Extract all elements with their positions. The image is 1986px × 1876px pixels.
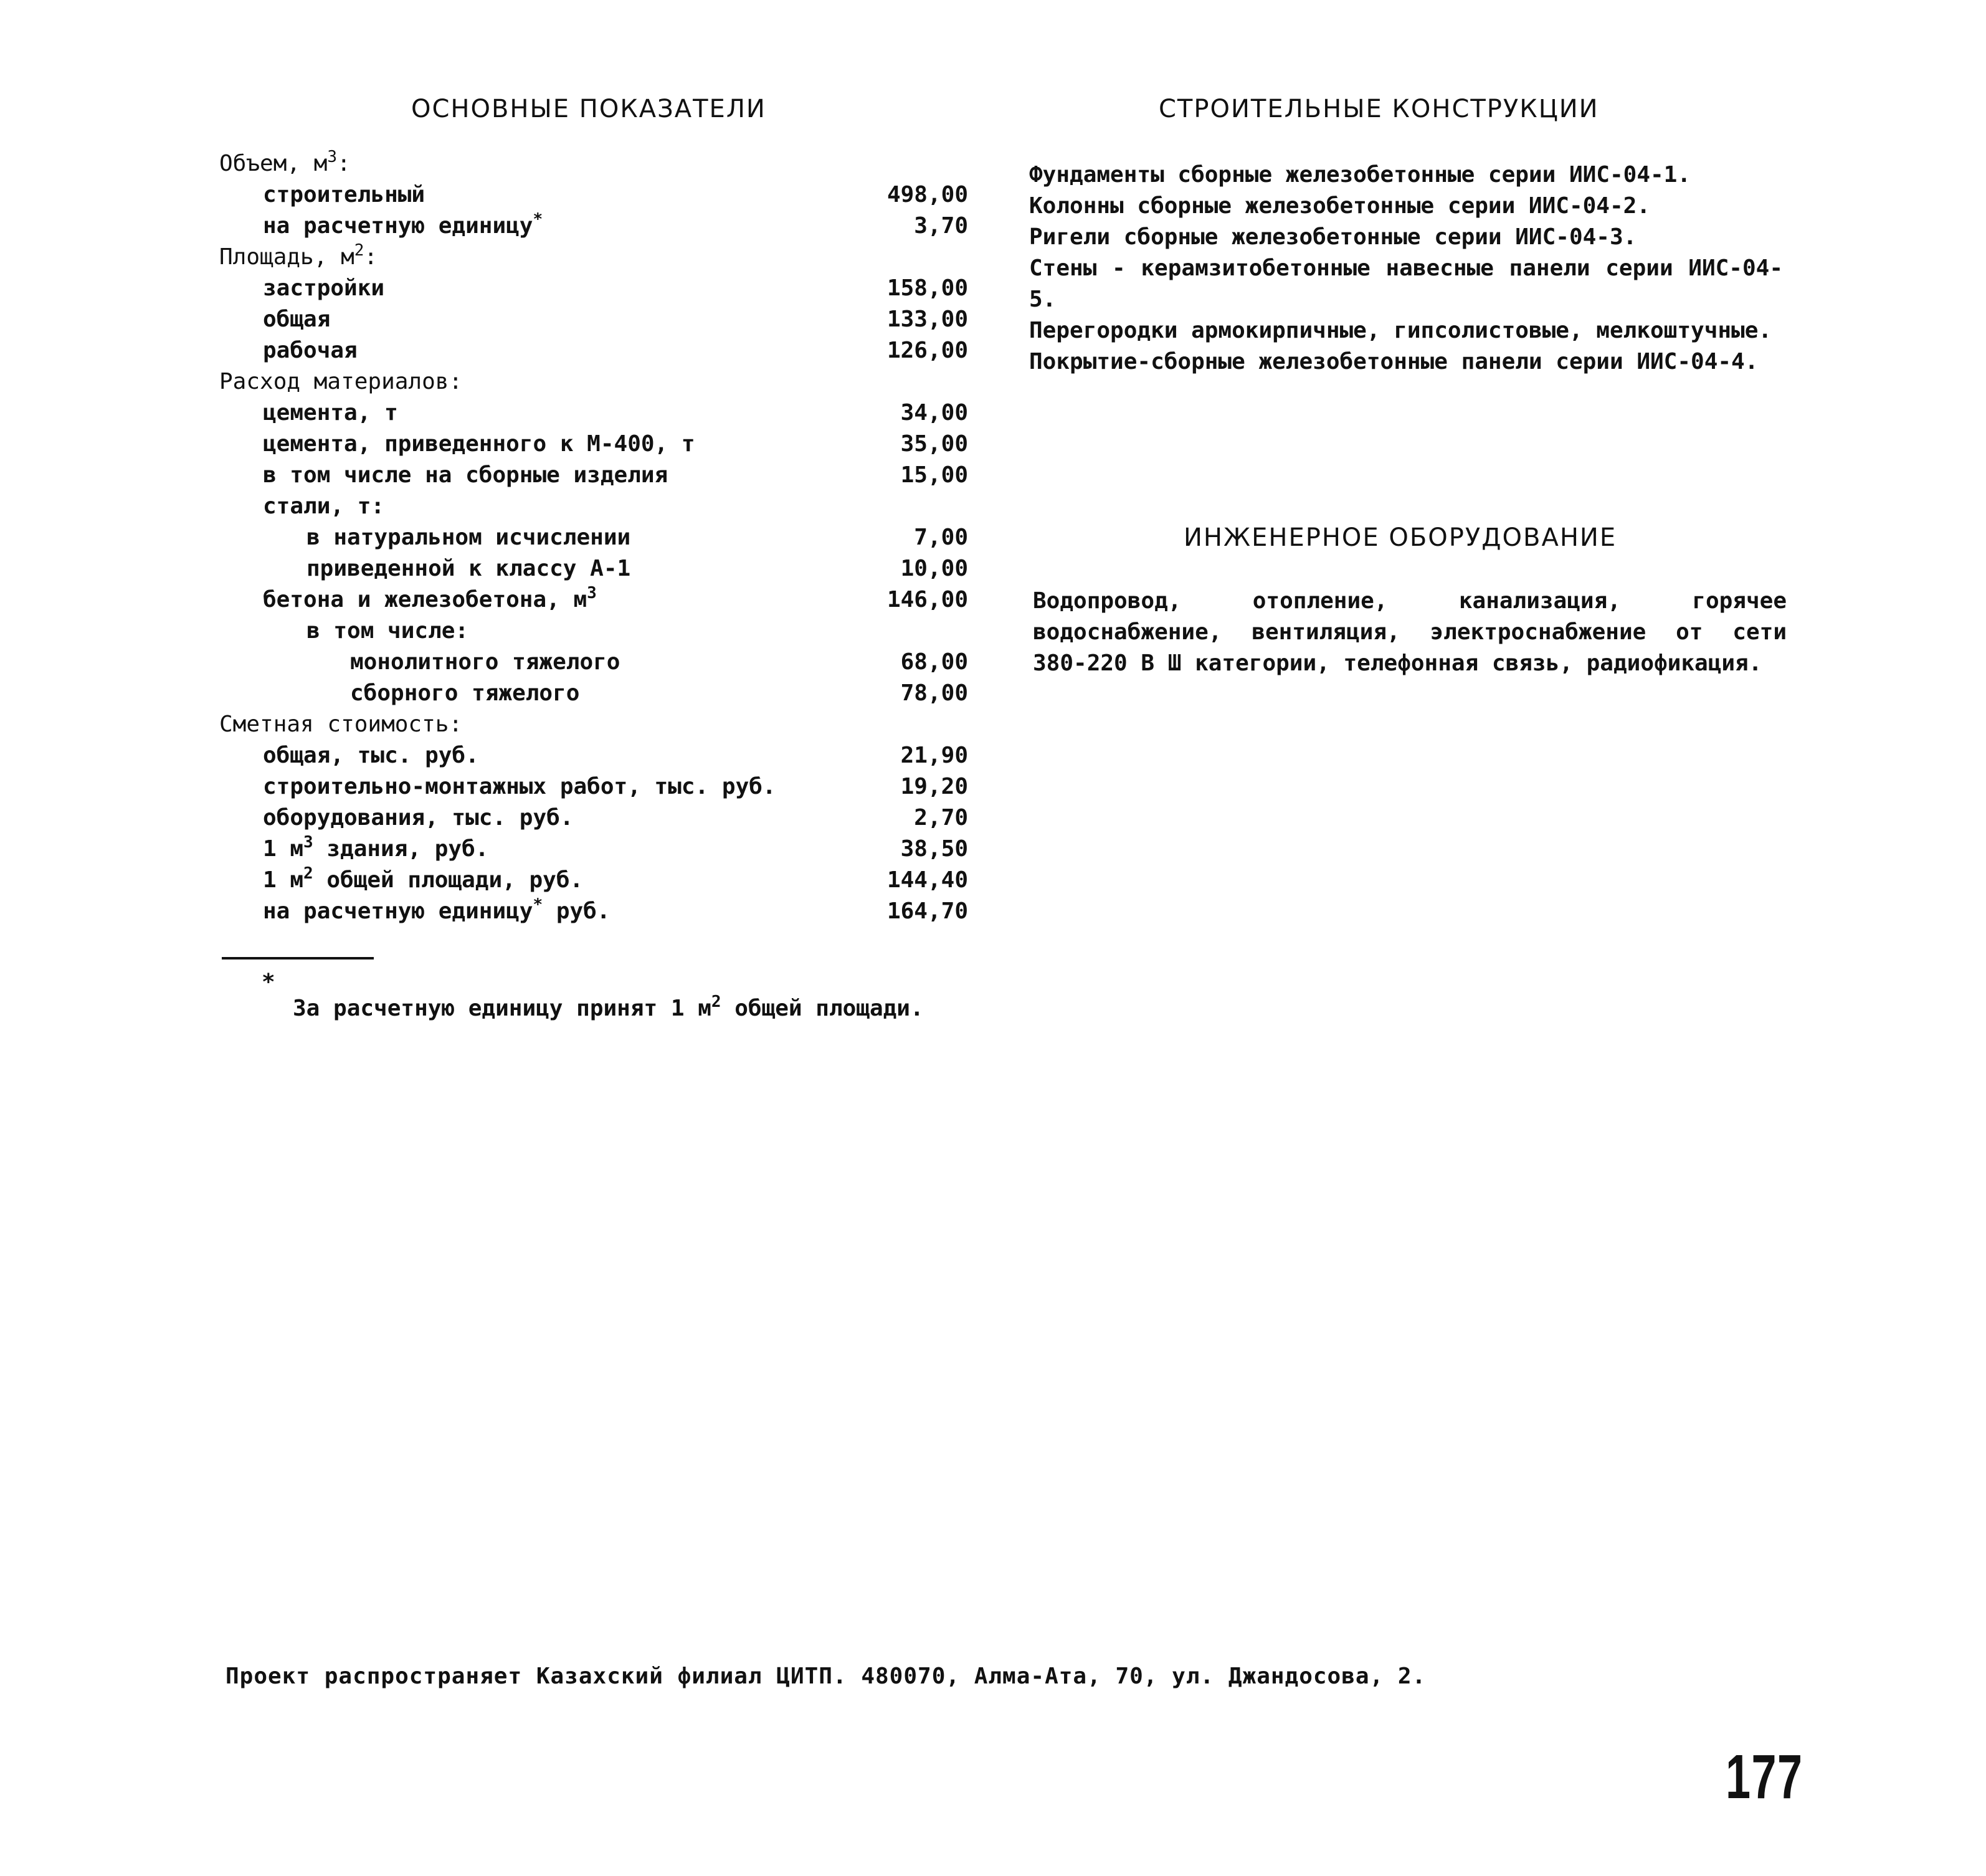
indicator-label-text: 1 м xyxy=(263,867,304,893)
indicator-row xyxy=(219,366,973,398)
indicators-table xyxy=(219,148,973,927)
footnote-marker: * xyxy=(262,969,275,995)
construction-item: Перегородки армокирпичные, гипсолистовые, мелкоштучные. xyxy=(1029,318,1772,343)
indicator-value: 133,00 xyxy=(886,307,968,332)
indicator-label-sup: * xyxy=(533,210,543,229)
indicator-label xyxy=(219,429,695,460)
indicator-row xyxy=(219,491,973,522)
indicator-label-sup: 3 xyxy=(303,833,313,852)
indicator-label xyxy=(219,553,630,584)
indicator-label xyxy=(219,491,384,522)
indicator-row xyxy=(219,553,973,584)
indicator-row xyxy=(219,771,973,802)
indicator-label-sup: * xyxy=(533,895,543,914)
indicator-label-text: бетона и железобетона, м xyxy=(263,587,587,612)
indicator-label-text: застройки xyxy=(263,275,385,301)
indicator-label xyxy=(219,647,620,678)
indicator-label-text: цемента, приведенного к М-400, т xyxy=(263,431,695,457)
indicator-row xyxy=(219,460,973,491)
page-number: 177 xyxy=(1726,1742,1803,1812)
indicator-row xyxy=(219,148,973,179)
construction-item: Колонны сборные железобетонные серии ИИС-04-2. xyxy=(1029,193,1650,219)
indicator-label xyxy=(219,834,488,865)
indicator-label-text: на расчетную единицу xyxy=(263,898,533,924)
indicator-value: 2,70 xyxy=(914,805,968,831)
indicator-label-suffix: здания, руб. xyxy=(313,836,489,862)
indicator-label xyxy=(219,709,462,740)
indicator-label xyxy=(219,398,398,429)
indicator-value: 21,90 xyxy=(900,743,968,768)
indicator-label xyxy=(219,865,583,896)
indicator-label-sup: 3 xyxy=(587,584,597,602)
indicator-row xyxy=(219,647,973,678)
indicator-label-text: на расчетную единицу xyxy=(263,213,533,239)
indicator-label xyxy=(219,460,668,491)
footnote-text-before: За расчетную единицу принят 1 м xyxy=(293,996,711,1021)
indicator-label-text: общая xyxy=(263,307,331,332)
indicator-row xyxy=(219,896,973,927)
indicator-label xyxy=(219,678,579,709)
construction-item: Фундаменты сборные железобетонные серии ИИС-04-1. xyxy=(1029,162,1691,188)
indicator-value: 10,00 xyxy=(900,556,968,581)
indicator-label-suffix: : xyxy=(337,151,351,176)
indicator-label-text: в том числе: xyxy=(306,618,469,644)
indicator-row xyxy=(219,709,973,740)
indicator-row xyxy=(219,834,973,865)
indicator-label xyxy=(219,242,378,273)
indicator-value: 158,00 xyxy=(886,275,968,301)
indicator-value: 78,00 xyxy=(900,680,968,706)
indicator-label-suffix: руб. xyxy=(543,898,611,924)
indicator-value: 126,00 xyxy=(886,338,968,363)
indicator-label xyxy=(219,584,597,616)
indicator-value: 19,20 xyxy=(900,774,968,799)
main-indicators-heading: ОСНОВНЫЕ ПОКАЗАТЕЛИ xyxy=(411,95,766,123)
indicator-row xyxy=(219,335,973,366)
indicator-label-suffix: общей площади, руб. xyxy=(313,867,584,893)
indicator-value: 146,00 xyxy=(886,587,968,612)
indicator-row xyxy=(219,522,973,553)
indicator-label-text: рабочая xyxy=(263,338,358,363)
indicator-value: 144,40 xyxy=(886,867,968,893)
footnote-rule xyxy=(222,957,374,959)
indicator-label-text: строительный xyxy=(263,182,425,207)
indicator-row xyxy=(219,398,973,429)
constructions-heading: СТРОИТЕЛЬНЫЕ КОНСТРУКЦИИ xyxy=(1159,95,1599,123)
indicator-label-text: сборного тяжелого xyxy=(350,680,580,706)
indicator-label-suffix: : xyxy=(364,244,378,270)
indicator-label-text: Сметная стоимость: xyxy=(219,712,463,737)
indicator-row xyxy=(219,304,973,335)
equipment-text: Водопровод, отопление, канализация, горячее водоснабжение, вентиляция, электроснабжение от сети 380-220 В Ш категории, телефонная связь, радиофикация. xyxy=(1033,588,1787,676)
indicator-label-text: Объем, м xyxy=(219,151,328,176)
indicator-label-text: монолитного тяжелого xyxy=(350,649,620,675)
indicator-label xyxy=(219,616,468,647)
indicator-label-text: общая, тыс. руб. xyxy=(263,743,479,768)
indicator-label xyxy=(219,740,479,771)
indicator-label-text: 1 м xyxy=(263,836,304,862)
indicator-row xyxy=(219,211,973,242)
indicator-label-sup: 2 xyxy=(303,864,313,883)
construction-item: Ригели сборные железобетонные серии ИИС-04-3. xyxy=(1029,224,1637,250)
indicator-label xyxy=(219,211,543,242)
indicator-label-sup: 3 xyxy=(327,148,338,166)
footer-distributor: Проект распространяет Казахский филиал ЦИТП. 480070, Алма-Ата, 70, ул. Джандосова, 2. xyxy=(226,1664,1427,1689)
indicator-row xyxy=(219,429,973,460)
indicator-label-sup: 2 xyxy=(354,241,364,260)
construction-item: Покрытие-сборные железобетонные панели серии ИИС-04-4. xyxy=(1029,349,1759,374)
indicator-label-text: цемента, т xyxy=(263,400,398,426)
indicator-label xyxy=(219,771,776,802)
indicator-label-text: в том числе на сборные изделия xyxy=(263,462,668,488)
indicator-label xyxy=(219,335,358,366)
indicator-value: 15,00 xyxy=(900,462,968,488)
indicator-label-text: Площадь, м xyxy=(219,244,354,270)
indicator-row xyxy=(219,584,973,616)
indicator-label-text: оборудования, тыс. руб. xyxy=(263,805,574,831)
indicator-row xyxy=(219,740,973,771)
indicator-row xyxy=(219,678,973,709)
indicator-label xyxy=(219,148,351,179)
indicator-label xyxy=(219,179,425,211)
indicator-label-text: приведенной к классу А-1 xyxy=(306,556,631,581)
indicator-value: 3,70 xyxy=(914,213,968,239)
indicator-value: 164,70 xyxy=(886,898,968,924)
indicator-label xyxy=(219,273,384,304)
indicator-label-text: стали, т: xyxy=(263,493,385,519)
indicator-row xyxy=(219,273,973,304)
indicator-value: 35,00 xyxy=(900,431,968,457)
indicator-value: 38,50 xyxy=(900,836,968,862)
indicator-label-text: в натуральном исчислении xyxy=(306,525,631,550)
footnote-sup: 2 xyxy=(711,993,721,1011)
indicator-value: 498,00 xyxy=(886,182,968,207)
indicator-row xyxy=(219,616,973,647)
indicator-value: 68,00 xyxy=(900,649,968,675)
indicator-value: 34,00 xyxy=(900,400,968,426)
indicator-label xyxy=(219,522,630,553)
indicator-label xyxy=(219,366,462,398)
indicator-row xyxy=(219,242,973,273)
indicator-label xyxy=(219,802,574,834)
footnote-text xyxy=(293,993,924,1021)
constructions-list xyxy=(1029,160,1783,378)
indicator-row xyxy=(219,865,973,896)
indicator-label xyxy=(219,896,611,927)
indicator-label-text: строительно-монтажных работ, тыс. руб. xyxy=(263,774,776,799)
footnote-text-after: общей площади. xyxy=(721,996,924,1021)
indicator-label xyxy=(219,304,330,335)
indicator-value: 7,00 xyxy=(914,525,968,550)
equipment-heading: ИНЖЕНЕРНОЕ ОБОРУДОВАНИЕ xyxy=(1184,523,1617,552)
indicator-row xyxy=(219,179,973,211)
construction-item: Стены - керамзитобетонные навесные панели серии ИИС-04-5. xyxy=(1029,255,1783,312)
indicator-label-text: Расход материалов: xyxy=(219,369,463,394)
indicator-row xyxy=(219,802,973,834)
